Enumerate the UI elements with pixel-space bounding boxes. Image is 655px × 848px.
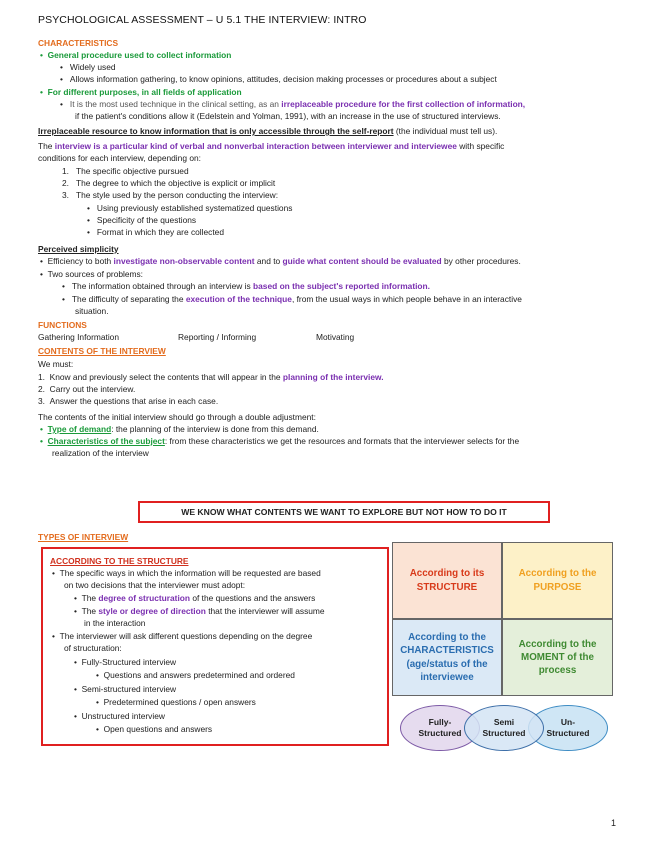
list-item: • Open questions and answers	[96, 724, 213, 734]
functions-heading: FUNCTIONS	[38, 320, 87, 330]
list-item: • Using previously established systematized questions	[87, 203, 293, 213]
list-item-continuation: in the interaction	[84, 618, 146, 628]
list-item-continuation: if the patient's conditions allow it (Edelstein and Yolman, 1991), with an increase in the use of structured interviews.	[75, 111, 501, 121]
list-item: • Characteristics of the subject: from these characteristics we get the resources and formats that the interviewer selects for the	[40, 436, 520, 446]
irreplaceable-line: Irreplaceable resource to know information that is only accessible through the self-report (the individual must tell us).	[38, 126, 498, 136]
page-title: PSYCHOLOGICAL ASSESSMENT – U 5.1 THE INTERVIEW: INTRO	[38, 14, 367, 26]
list-item: • Questions and answers predetermined and ordered	[96, 670, 295, 680]
we-must: We must:	[38, 359, 74, 369]
list-item: • Widely used	[60, 62, 116, 72]
list-item: • For different purposes, in all fields of application	[40, 87, 242, 97]
list-item: • Format in which they are collected	[87, 227, 224, 237]
list-item: • General procedure used to collect information	[40, 50, 232, 60]
list-item: 2. Carry out the interview.	[38, 384, 136, 394]
list-item: 1. The specific objective pursued	[62, 166, 189, 176]
list-item: • The specific ways in which the information will be requested are based	[52, 568, 321, 578]
double-adjustment: The contents of the initial interview should go through a double adjustment:	[38, 412, 316, 422]
list-item: • Unstructured interview	[74, 711, 165, 721]
list-item-continuation: of structuration:	[64, 643, 122, 653]
list-item: • Predetermined questions / open answers	[96, 697, 256, 707]
definition-line-2: conditions for each interview, depending on:	[38, 153, 201, 163]
ellipse-fully-structured: Fully-Structured	[400, 705, 480, 751]
list-item: 3. The style used by the person conducting the interview:	[62, 190, 279, 200]
function-gathering: Gathering Information	[38, 332, 120, 342]
banner-text: WE KNOW WHAT CONTENTS WE WANT TO EXPLORE BUT NOT HOW TO DO IT	[181, 507, 507, 517]
list-item: • The style or degree of direction that the interviewer will assume	[74, 606, 325, 616]
list-item: • Two sources of problems:	[40, 269, 144, 279]
page-number: 1	[611, 818, 617, 828]
perceived-heading: Perceived simplicity	[38, 244, 119, 254]
list-item: • It is the most used technique in the clinical setting, as an irreplaceable procedure for the first collection of information,	[60, 99, 526, 109]
function-reporting: Reporting / Informing	[178, 332, 257, 342]
list-item: • The degree of structuration of the questions and the answers	[74, 593, 316, 603]
list-item: • The information obtained through an interview is based on the subject's reported information.	[62, 281, 430, 291]
quadrant-moment: According to the MOMENT of the process	[502, 619, 613, 696]
definition-line: The interview is a particular kind of verbal and nonverbal interaction between interviewer and interviewee with specific	[38, 141, 505, 151]
quadrant-structure: According to its STRUCTURE	[392, 542, 502, 619]
structure-heading: ACCORDING TO THE STRUCTURE	[50, 556, 189, 566]
list-item: 2. The degree to which the objective is explicit or implicit	[62, 178, 276, 188]
function-motivating: Motivating	[316, 332, 355, 342]
list-item: • Allows information gathering, to know opinions, attitudes, decision making processes or procedures about a subject	[60, 74, 497, 84]
list-item: 1. Know and previously select the contents that will appear in the planning of the interview.	[38, 372, 384, 382]
contents-heading: CONTENTS OF THE INTERVIEW	[38, 346, 166, 356]
list-item: • Efficiency to both investigate non-observable content and to guide what content should be evaluated by other procedures.	[40, 256, 521, 266]
banner-box	[138, 501, 550, 523]
list-item-continuation: on two decisions that the interviewer must adopt:	[64, 580, 246, 590]
list-item: • The difficulty of separating the execution of the technique, from the usual ways in which people behave in an interactive	[62, 294, 522, 304]
ellipse-unstructured: Un-Structured	[528, 705, 608, 751]
types-heading: TYPES OF INTERVIEW	[38, 532, 129, 542]
quadrant-purpose: According to the PURPOSE	[502, 542, 613, 619]
ellipse-semi-structured: Semi Structured	[464, 705, 544, 751]
list-item: • Specificity of the questions	[87, 215, 197, 225]
list-item-continuation: realization of the interview	[52, 448, 149, 458]
list-item: • Type of demand: the planning of the interview is done from this demand.	[40, 424, 319, 434]
characteristics-heading: CHARACTERISTICS	[38, 38, 119, 48]
list-item: • Semi-structured interview	[74, 684, 177, 694]
list-item: • The interviewer will ask different questions depending on the degree	[52, 631, 313, 641]
list-item-continuation: situation.	[75, 306, 109, 316]
quadrant-characteristics: According to the CHARACTERISTICS (age/status of the interviewee	[392, 619, 502, 696]
list-item: • Fully-Structured interview	[74, 657, 177, 667]
list-item: 3. Answer the questions that arise in each case.	[38, 396, 219, 406]
